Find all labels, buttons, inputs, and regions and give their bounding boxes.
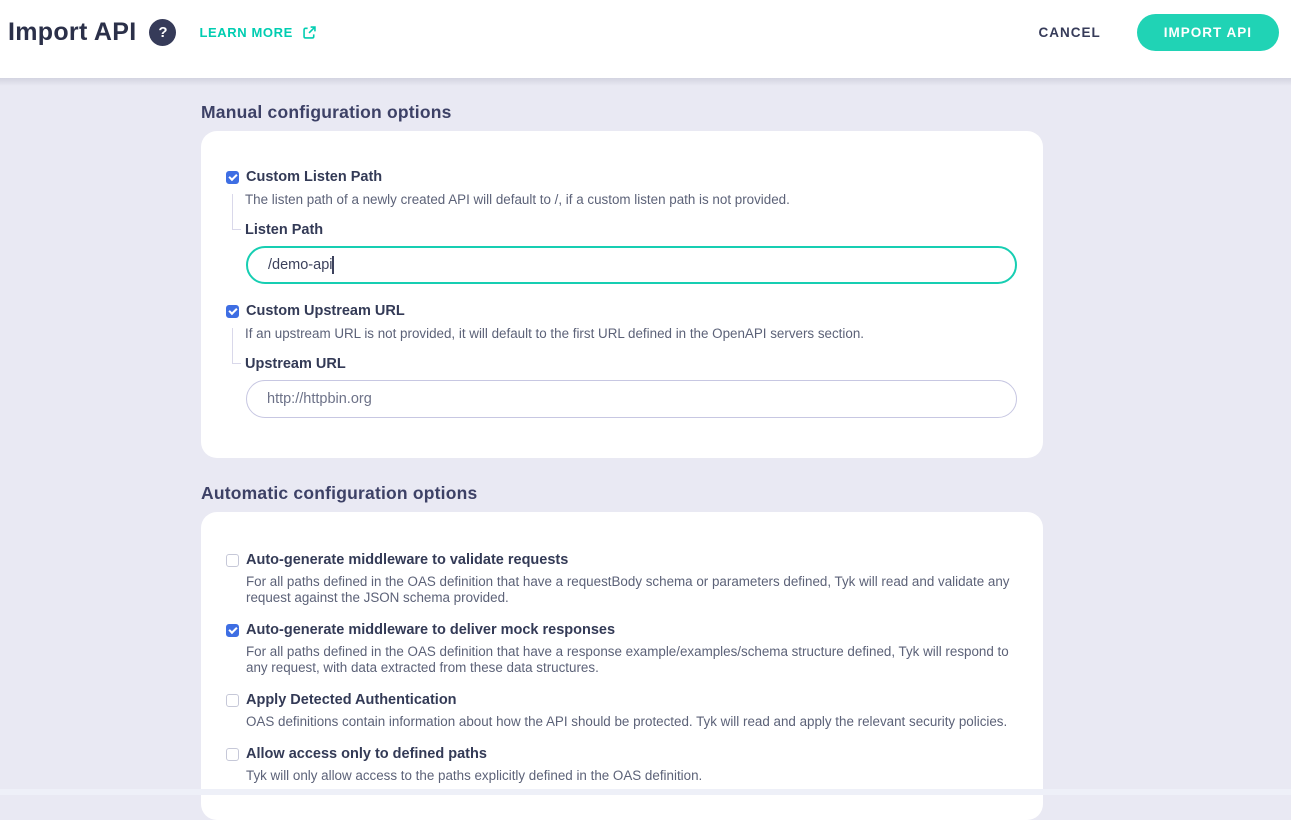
- validate-requests-option: [226, 552, 1017, 606]
- detected-authentication-option: [226, 692, 1017, 730]
- upstream-url-branch: [232, 326, 1017, 372]
- listen-path-branch: [232, 192, 1017, 238]
- main-content: [201, 102, 1043, 820]
- validate-requests-label: Auto-generate middleware to validate requests: [246, 552, 569, 569]
- upstream-url-input[interactable]: [246, 380, 1017, 418]
- mock-responses-option: [226, 622, 1017, 676]
- defined-paths-checkbox[interactable]: [226, 748, 239, 761]
- header-shadow: [0, 78, 1291, 86]
- manual-config-card: [201, 131, 1043, 458]
- detected-authentication-checkbox-row[interactable]: [226, 692, 1017, 708]
- custom-listen-path-label: Custom Listen Path: [246, 169, 383, 185]
- listen-path-field-label: Listen Path: [245, 222, 324, 239]
- custom-upstream-url-group: [226, 303, 1017, 418]
- defined-paths-label: Allow access only to defined paths: [246, 746, 487, 763]
- upstream-url-input-wrap: [246, 380, 1017, 418]
- cancel-button[interactable]: CANCEL: [1038, 24, 1101, 40]
- listen-path-helper-text: The listen path of a newly created API will default to /, if a custom listen path is not provided.: [245, 192, 790, 207]
- automatic-config-card: [201, 512, 1043, 820]
- custom-upstream-url-checkbox[interactable]: [226, 305, 239, 318]
- learn-more-link[interactable]: [199, 25, 316, 40]
- mock-responses-label: Auto-generate middleware to deliver mock responses: [246, 622, 616, 639]
- text-cursor: [332, 256, 334, 274]
- custom-listen-path-group: [226, 169, 1017, 284]
- upstream-url-field-label: Upstream URL: [245, 356, 346, 373]
- page-title: Import API: [8, 17, 137, 46]
- mock-responses-description: For all paths defined in the OAS definition that have a response example/examples/schema structure defined, Tyk will respond to any request, with data extracted from these data structures.: [246, 644, 1009, 676]
- defined-paths-option: [226, 746, 1017, 784]
- validate-requests-checkbox[interactable]: [226, 554, 239, 567]
- custom-upstream-url-label: Custom Upstream URL: [246, 303, 405, 320]
- listen-path-input[interactable]: [246, 246, 1017, 284]
- custom-listen-path-checkbox[interactable]: [226, 171, 239, 184]
- mock-responses-checkbox[interactable]: [226, 624, 239, 637]
- detected-authentication-description: OAS definitions contain information about how the API should be protected. Tyk will read and apply the relevant security policies.: [246, 714, 1008, 730]
- bottom-strip: [0, 789, 1291, 795]
- defined-paths-description: Tyk will only allow access to the paths explicitly defined in the OAS definition.: [246, 768, 703, 784]
- question-mark-glyph: ?: [158, 23, 168, 41]
- import-api-button[interactable]: IMPORT API: [1137, 14, 1279, 51]
- custom-listen-path-checkbox-row[interactable]: [226, 169, 1017, 185]
- external-link-icon: [302, 25, 317, 40]
- learn-more-label: LEARN MORE: [199, 24, 293, 40]
- validate-requests-checkbox-row[interactable]: [226, 552, 1017, 568]
- validate-requests-description: For all paths defined in the OAS definition that have a requestBody schema or parameters defined, Tyk will read and validate any request against the JSON schema provided.: [246, 574, 1010, 606]
- detected-authentication-label: Apply Detected Authentication: [246, 692, 457, 709]
- manual-section-heading: Manual configuration options: [201, 102, 452, 122]
- listen-path-input-wrap: [246, 246, 1017, 284]
- page-header: [0, 0, 1291, 78]
- upstream-url-helper-text: If an upstream URL is not provided, it will default to the first URL defined in the OpenAPI servers section.: [245, 326, 864, 342]
- defined-paths-checkbox-row[interactable]: [226, 746, 1017, 762]
- custom-upstream-url-checkbox-row[interactable]: [226, 303, 1017, 319]
- help-icon[interactable]: [149, 19, 176, 46]
- mock-responses-checkbox-row[interactable]: [226, 622, 1017, 638]
- detected-authentication-checkbox[interactable]: [226, 694, 239, 707]
- automatic-section-heading: Automatic configuration options: [201, 483, 478, 504]
